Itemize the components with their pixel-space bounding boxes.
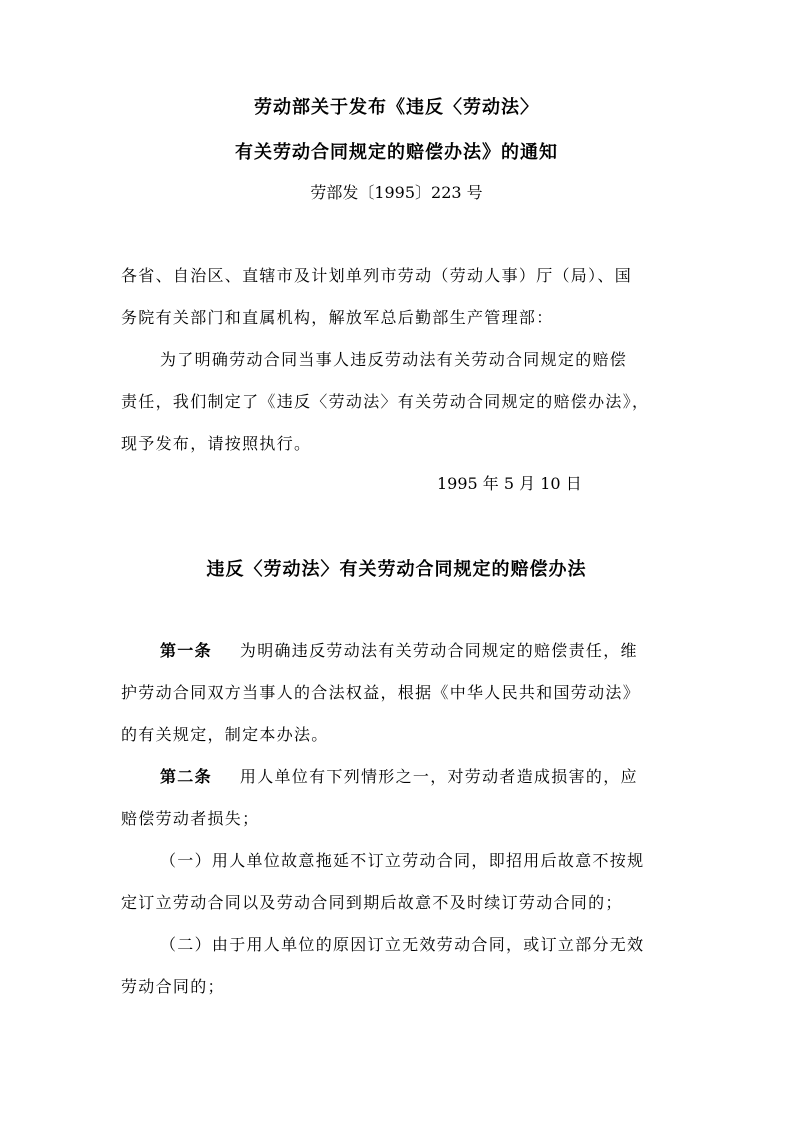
document-number: 劳部发〔1995〕223 号: [310, 183, 483, 202]
article-2-line-1: [160, 767, 638, 787]
notice-body-line-3: 现予发布，请按照执行。: [121, 434, 312, 453]
notice-body-line-1: 为了明确劳动合同当事人违反劳动法有关劳动合同规定的赔偿: [160, 350, 628, 369]
article-1-line-2: 护劳动合同双方当事人的合法权益，根据《中华人民共和国劳动法》: [121, 683, 641, 702]
notice-title-line-2: 有关劳动合同规定的赔偿办法》的通知: [235, 142, 558, 163]
addressees-line-2: 务院有关部门和直属机构，解放军总后勤部生产管理部：: [121, 308, 554, 327]
article-2-item-1-line-2: 定订立劳动合同以及劳动合同到期后故意不及时续订劳动合同的；: [121, 893, 623, 912]
article-1-label: 第一条: [160, 641, 212, 660]
notice-body-line-2: 责任，我们制定了《违反〈劳动法〉有关劳动合同规定的赔偿办法》，: [121, 392, 650, 411]
notice-date: 1995 年 5 月 10 日: [437, 474, 582, 493]
article-1-line-3: 的有关规定，制定本办法。: [121, 725, 329, 744]
article-2-item-1-line-1: （一）用人单位故意拖延不订立劳动合同，即招用后故意不按规: [160, 851, 645, 870]
article-2-text: 用人单位有下列情形之一，对劳动者造成损害的，应: [239, 767, 638, 786]
addressees-line-1: 各省、自治区、直辖市及计划单列市劳动（劳动人事）厅（局）、国: [121, 266, 633, 285]
article-2-label: 第二条: [160, 767, 212, 786]
notice-title-line-1: 劳动部关于发布《违反〈劳动法〉: [254, 97, 539, 118]
measures-title: 违反〈劳动法〉有关劳动合同规定的赔偿办法: [206, 559, 587, 580]
article-2-line-2: 赔偿劳动者损失；: [121, 809, 260, 828]
article-2-item-2-line-2: 劳动合同的；: [121, 977, 225, 996]
article-2-item-2-line-1: （二）由于用人单位的原因订立无效劳动合同，或订立部分无效: [160, 935, 645, 954]
article-1-text: 为明确违反劳动法有关劳动合同规定的赔偿责任，维: [239, 641, 638, 660]
article-1-line-1: [160, 641, 638, 661]
